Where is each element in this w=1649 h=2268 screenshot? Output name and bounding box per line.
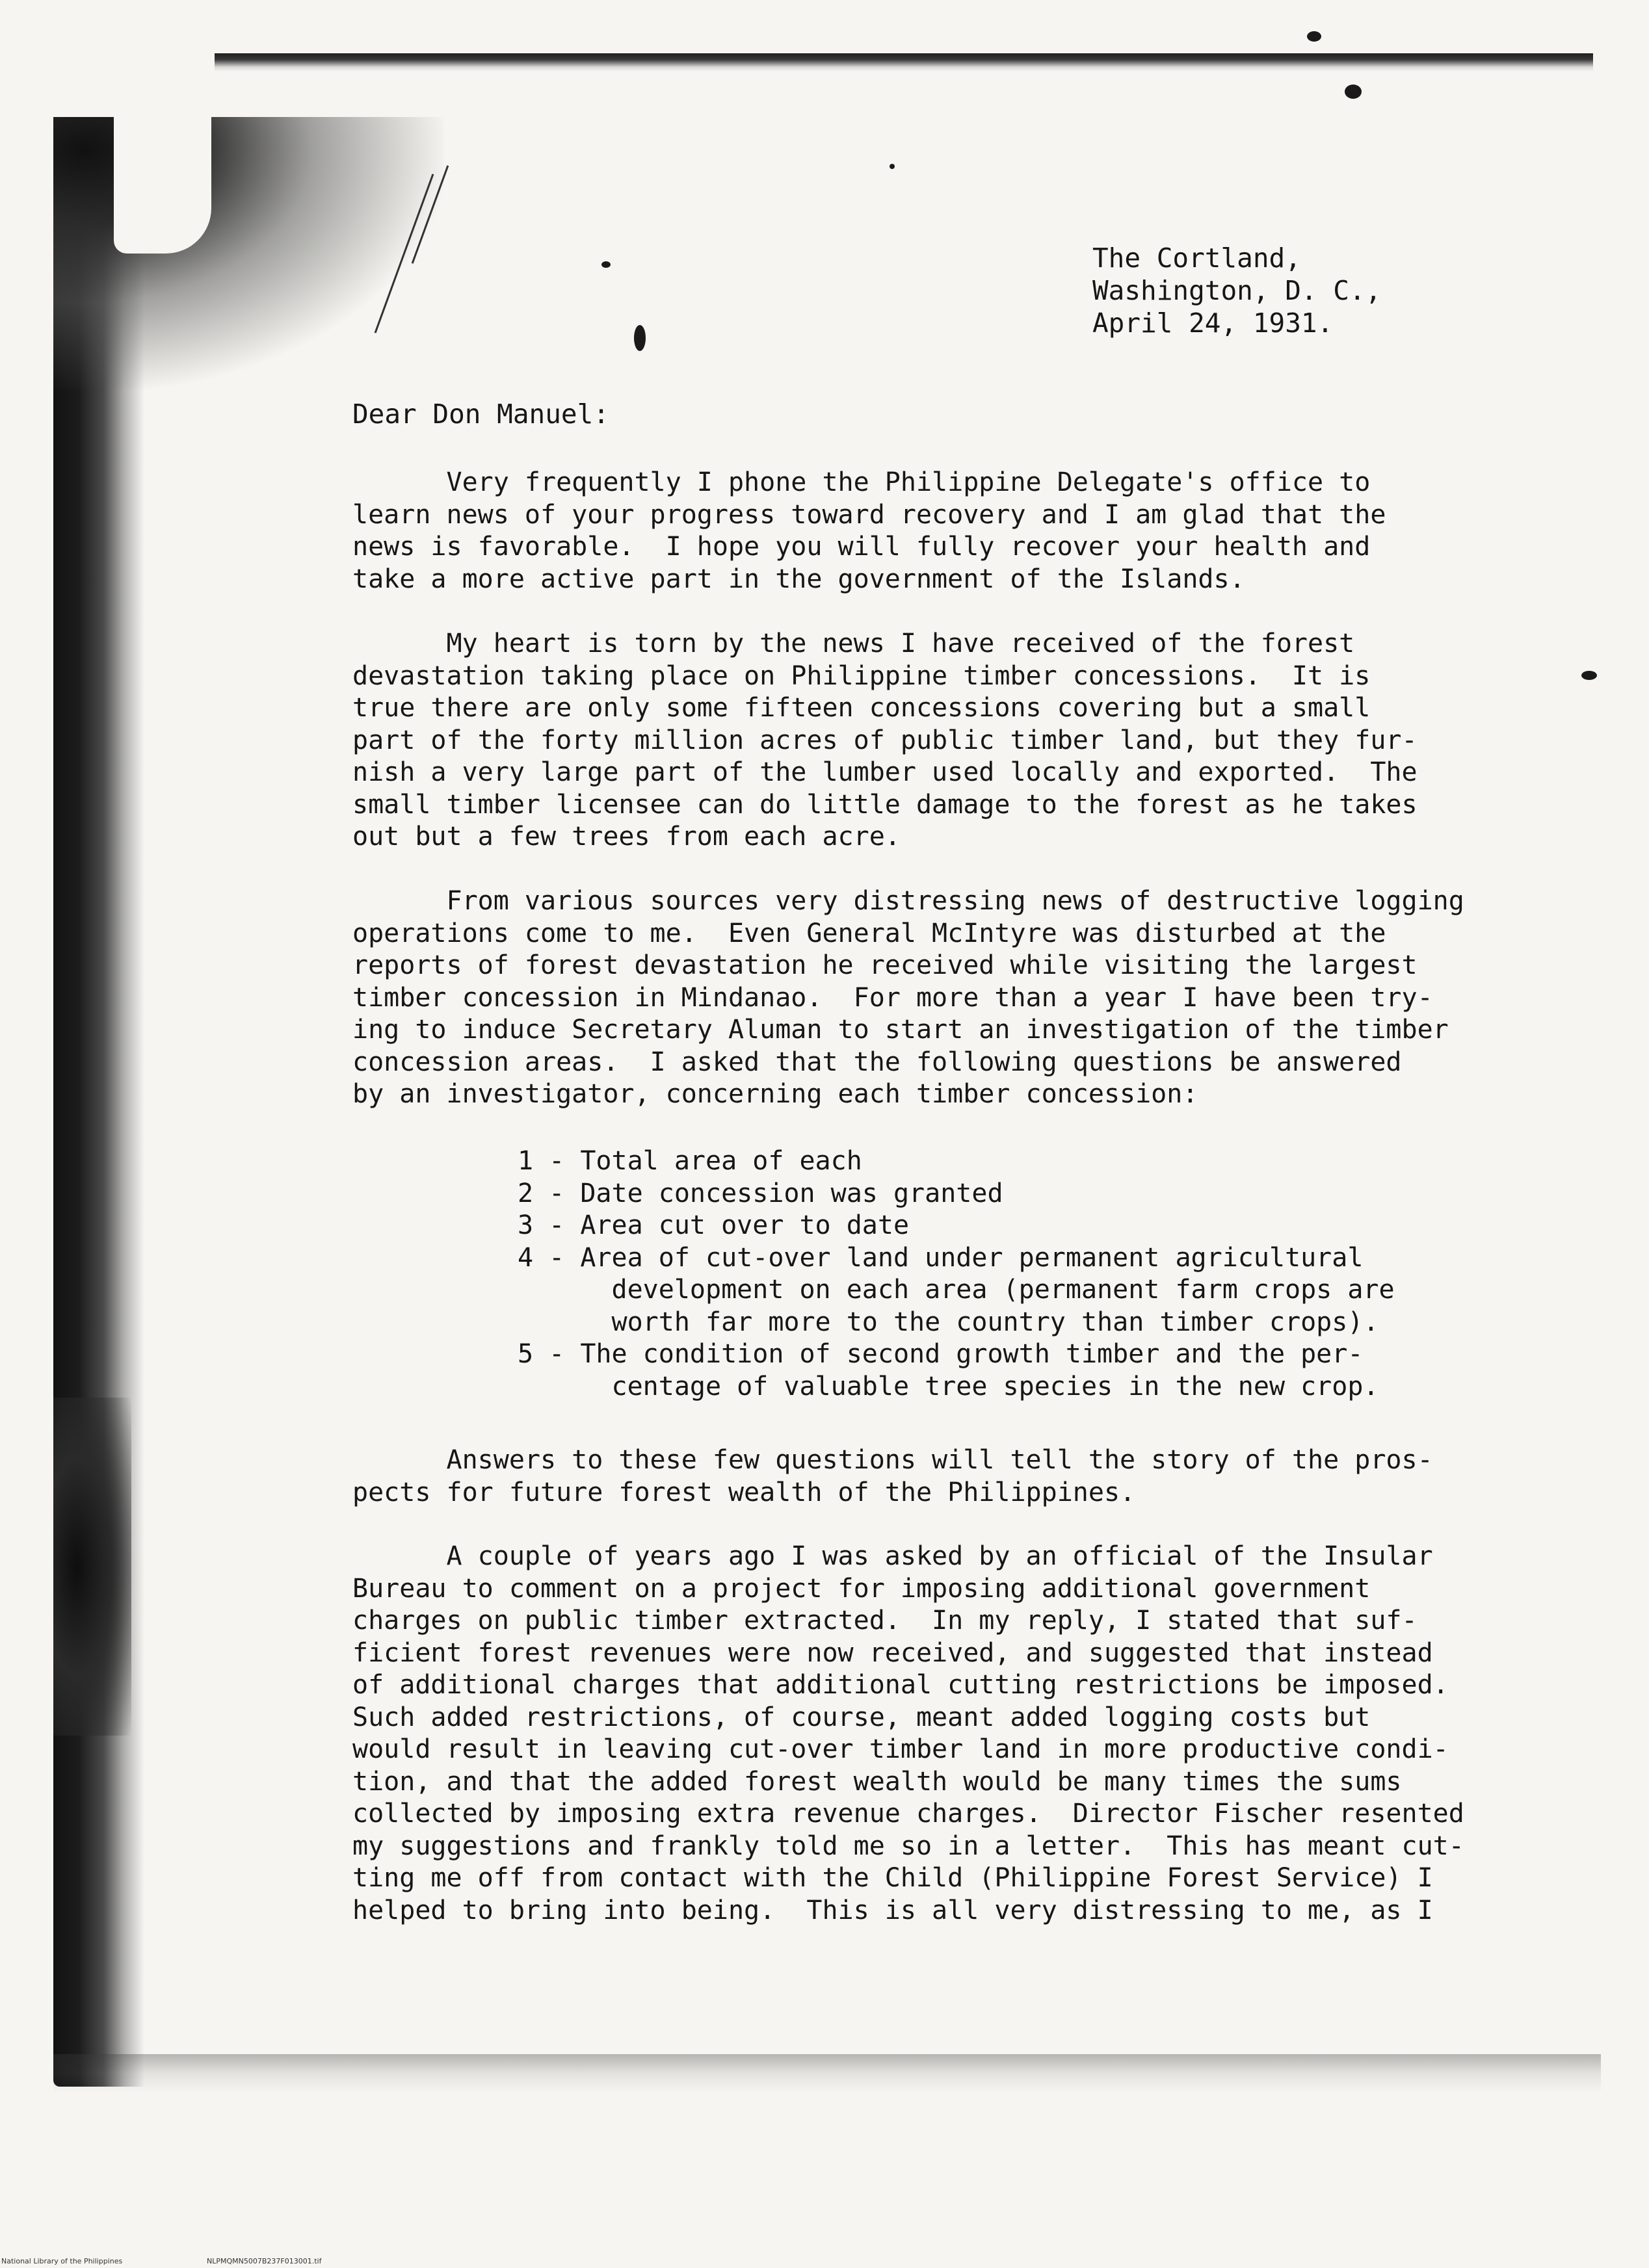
- text-line: tion, and that the added forest wealth would be many times the sums: [352, 1766, 1402, 1797]
- text-line: small timber licensee can do little damage to the forest as he takes: [352, 789, 1418, 820]
- footer-file-id: NLPMQMN5007B237F013001.tif: [207, 2257, 322, 2265]
- text-line: timber concession in Mindanao. For more than a year I have been try-: [352, 982, 1433, 1013]
- text-line: ficient forest revenues were now received, and suggested that instead: [352, 1637, 1433, 1668]
- salutation: Dear Don Manuel:: [352, 398, 609, 430]
- scan-dark-left-edge: [53, 130, 144, 2087]
- text-line: Very frequently I phone the Philippine Delegate's office to: [352, 467, 1371, 497]
- ink-speck: [601, 261, 611, 268]
- paragraph-5: [352, 1541, 1568, 1927]
- scan-corner-tear: [114, 117, 211, 254]
- sender-address: [1092, 242, 1381, 339]
- paragraph-4: [352, 1444, 1568, 1509]
- text-line: devastation taking place on Philippine timber concessions. It is: [352, 660, 1371, 691]
- list-item-continuation: development on each area (permanent farm crops are: [518, 1275, 1395, 1305]
- paragraph-1: [352, 467, 1568, 595]
- text-line: From various sources very distressing news of destructive logging: [352, 886, 1464, 916]
- text-line: operations come to me. Even General McIntyre was disturbed at the: [352, 918, 1386, 948]
- scan-dark-top-edge: [215, 53, 1593, 72]
- address-line: Washington, D. C.,: [1092, 275, 1382, 306]
- text-line: my suggestions and frankly told me so in a letter. This has meant cut-: [352, 1831, 1464, 1861]
- scan-bottom-shadow: [53, 2054, 1601, 2093]
- ink-speck: [890, 164, 895, 169]
- list-item: 2 - Date concession was granted: [518, 1178, 1003, 1208]
- ink-speck: [634, 325, 646, 351]
- text-line: ing to induce Secretary Aluman to start an investigation of the timber: [352, 1015, 1449, 1045]
- text-line: learn news of your progress toward recovery and I am glad that the: [352, 499, 1386, 530]
- text-line: take a more active part in the government of the Islands.: [352, 564, 1245, 594]
- scan-dark-blotch: [53, 1398, 131, 1736]
- text-line: Such added restrictions, of course, meant added logging costs but: [352, 1702, 1371, 1732]
- text-line: part of the forty million acres of public timber land, but they fur-: [352, 725, 1418, 755]
- text-line: of additional charges that additional cutting restrictions be imposed.: [352, 1670, 1449, 1700]
- list-item: 3 - Area cut over to date: [518, 1210, 910, 1240]
- text-line: My heart is torn by the news I have received of the forest: [352, 629, 1355, 658]
- text-line: by an investigator, concerning each timber concession:: [352, 1079, 1198, 1109]
- footer-library-name: National Library of the Philippines: [1, 2257, 123, 2265]
- text-line: Bureau to comment on a project for imposing additional government: [352, 1573, 1371, 1604]
- text-line: out but a few trees from each acre.: [352, 822, 901, 852]
- paragraph-2: [352, 628, 1568, 854]
- text-line: A couple of years ago I was asked by an official of the Insular: [352, 1541, 1433, 1571]
- list-item: 4 - Area of cut-over land under permanent agricultural: [518, 1242, 1364, 1273]
- text-line: true there are only some fifteen concessions covering but a small: [352, 693, 1371, 723]
- text-line: collected by imposing extra revenue charges. Director Fischer resented: [352, 1799, 1464, 1829]
- text-line: concession areas. I asked that the following questions be answered: [352, 1047, 1402, 1077]
- ink-speck: [1581, 671, 1597, 680]
- text-line: ting me off from contact with the Child (Philippine Forest Service) I: [352, 1863, 1433, 1893]
- text-line: helped to bring into being. This is all very distressing to me, as I: [352, 1895, 1433, 1925]
- text-line: Answers to these few questions will tell the story of the pros-: [352, 1445, 1433, 1475]
- text-line: news is favorable. I hope you will fully recover your health and: [352, 532, 1371, 562]
- scan-dark-corner: [53, 117, 443, 390]
- list-item-continuation: worth far more to the country than timber crops).: [518, 1307, 1379, 1337]
- list-item: 5 - The condition of second growth timber and the per-: [518, 1339, 1364, 1369]
- letter-date: April 24, 1931.: [1092, 307, 1334, 339]
- text-line: would result in leaving cut-over timber land in more productive condi-: [352, 1734, 1449, 1764]
- list-item-continuation: centage of valuable tree species in the new crop.: [518, 1371, 1379, 1401]
- paragraph-3: [352, 885, 1568, 1111]
- text-line: pects for future forest wealth of the Philippines.: [352, 1477, 1136, 1507]
- address-line: The Cortland,: [1092, 242, 1301, 274]
- ink-speck: [1345, 85, 1362, 99]
- ink-speck: [1307, 31, 1321, 42]
- question-list: [518, 1145, 1571, 1403]
- list-item: 1 - Total area of each: [518, 1146, 862, 1176]
- text-line: charges on public timber extracted. In my reply, I stated that suf-: [352, 1606, 1418, 1636]
- text-line: reports of forest devastation he received while visiting the largest: [352, 950, 1418, 980]
- text-line: nish a very large part of the lumber used locally and exported. The: [352, 757, 1418, 787]
